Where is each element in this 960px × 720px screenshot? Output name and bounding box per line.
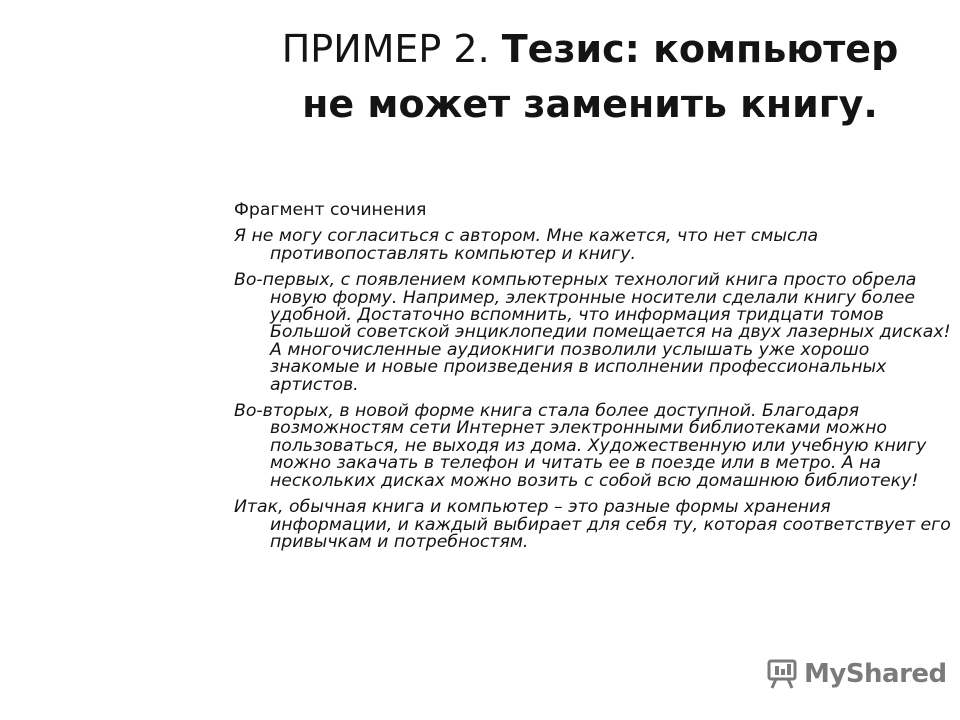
title-thesis: Тезис: компьютер не может заменить книгу. <box>302 27 899 126</box>
fragment-label: Фрагмент сочинения <box>234 200 427 220</box>
slide-title <box>250 22 930 132</box>
title-prefix: ПРИМЕР 2. <box>281 27 502 71</box>
paragraph-intro: Я не могу согласиться с автором. Мне кажется, что нет смысла противопоставлять компьютер и книгу. <box>234 226 819 264</box>
paragraph-first-argument: Во-первых, с появлением компьютерных технологий книга просто обрела новую форму. Например, электронные носители сделали книгу более удобной. Достаточно вспомнить, что информация тридцати томов Большой советской энциклопедии помещается на двух лазерных дисках! А многочисленные аудиокниги позволили услышать уже хорошо знакомые и новые произведения в исполнении профессиональных артистов. <box>234 270 951 395</box>
presentation-board-icon <box>766 658 800 690</box>
paragraph-conclusion: Итак, обычная книга и компьютер – это разные формы хранения информации, и каждый выбирает для себя ту, которая соответствует его привычкам и потребностям. <box>234 497 951 552</box>
watermark-text: MyShared <box>804 659 947 689</box>
paragraph-second-argument: Во-вторых, в новой форме книга стала более доступной. Благодаря возможностям сети Интернет электронными библиотеками можно пользоваться, не выходя из дома. Художественную или учебную книгу можно закачать в телефон и читать ее в поезде или в метро. А на нескольких дисках можно возить с собой всю домашнюю библиотеку! <box>234 401 927 491</box>
essay-fragment <box>234 198 954 560</box>
myshared-watermark <box>766 656 947 692</box>
